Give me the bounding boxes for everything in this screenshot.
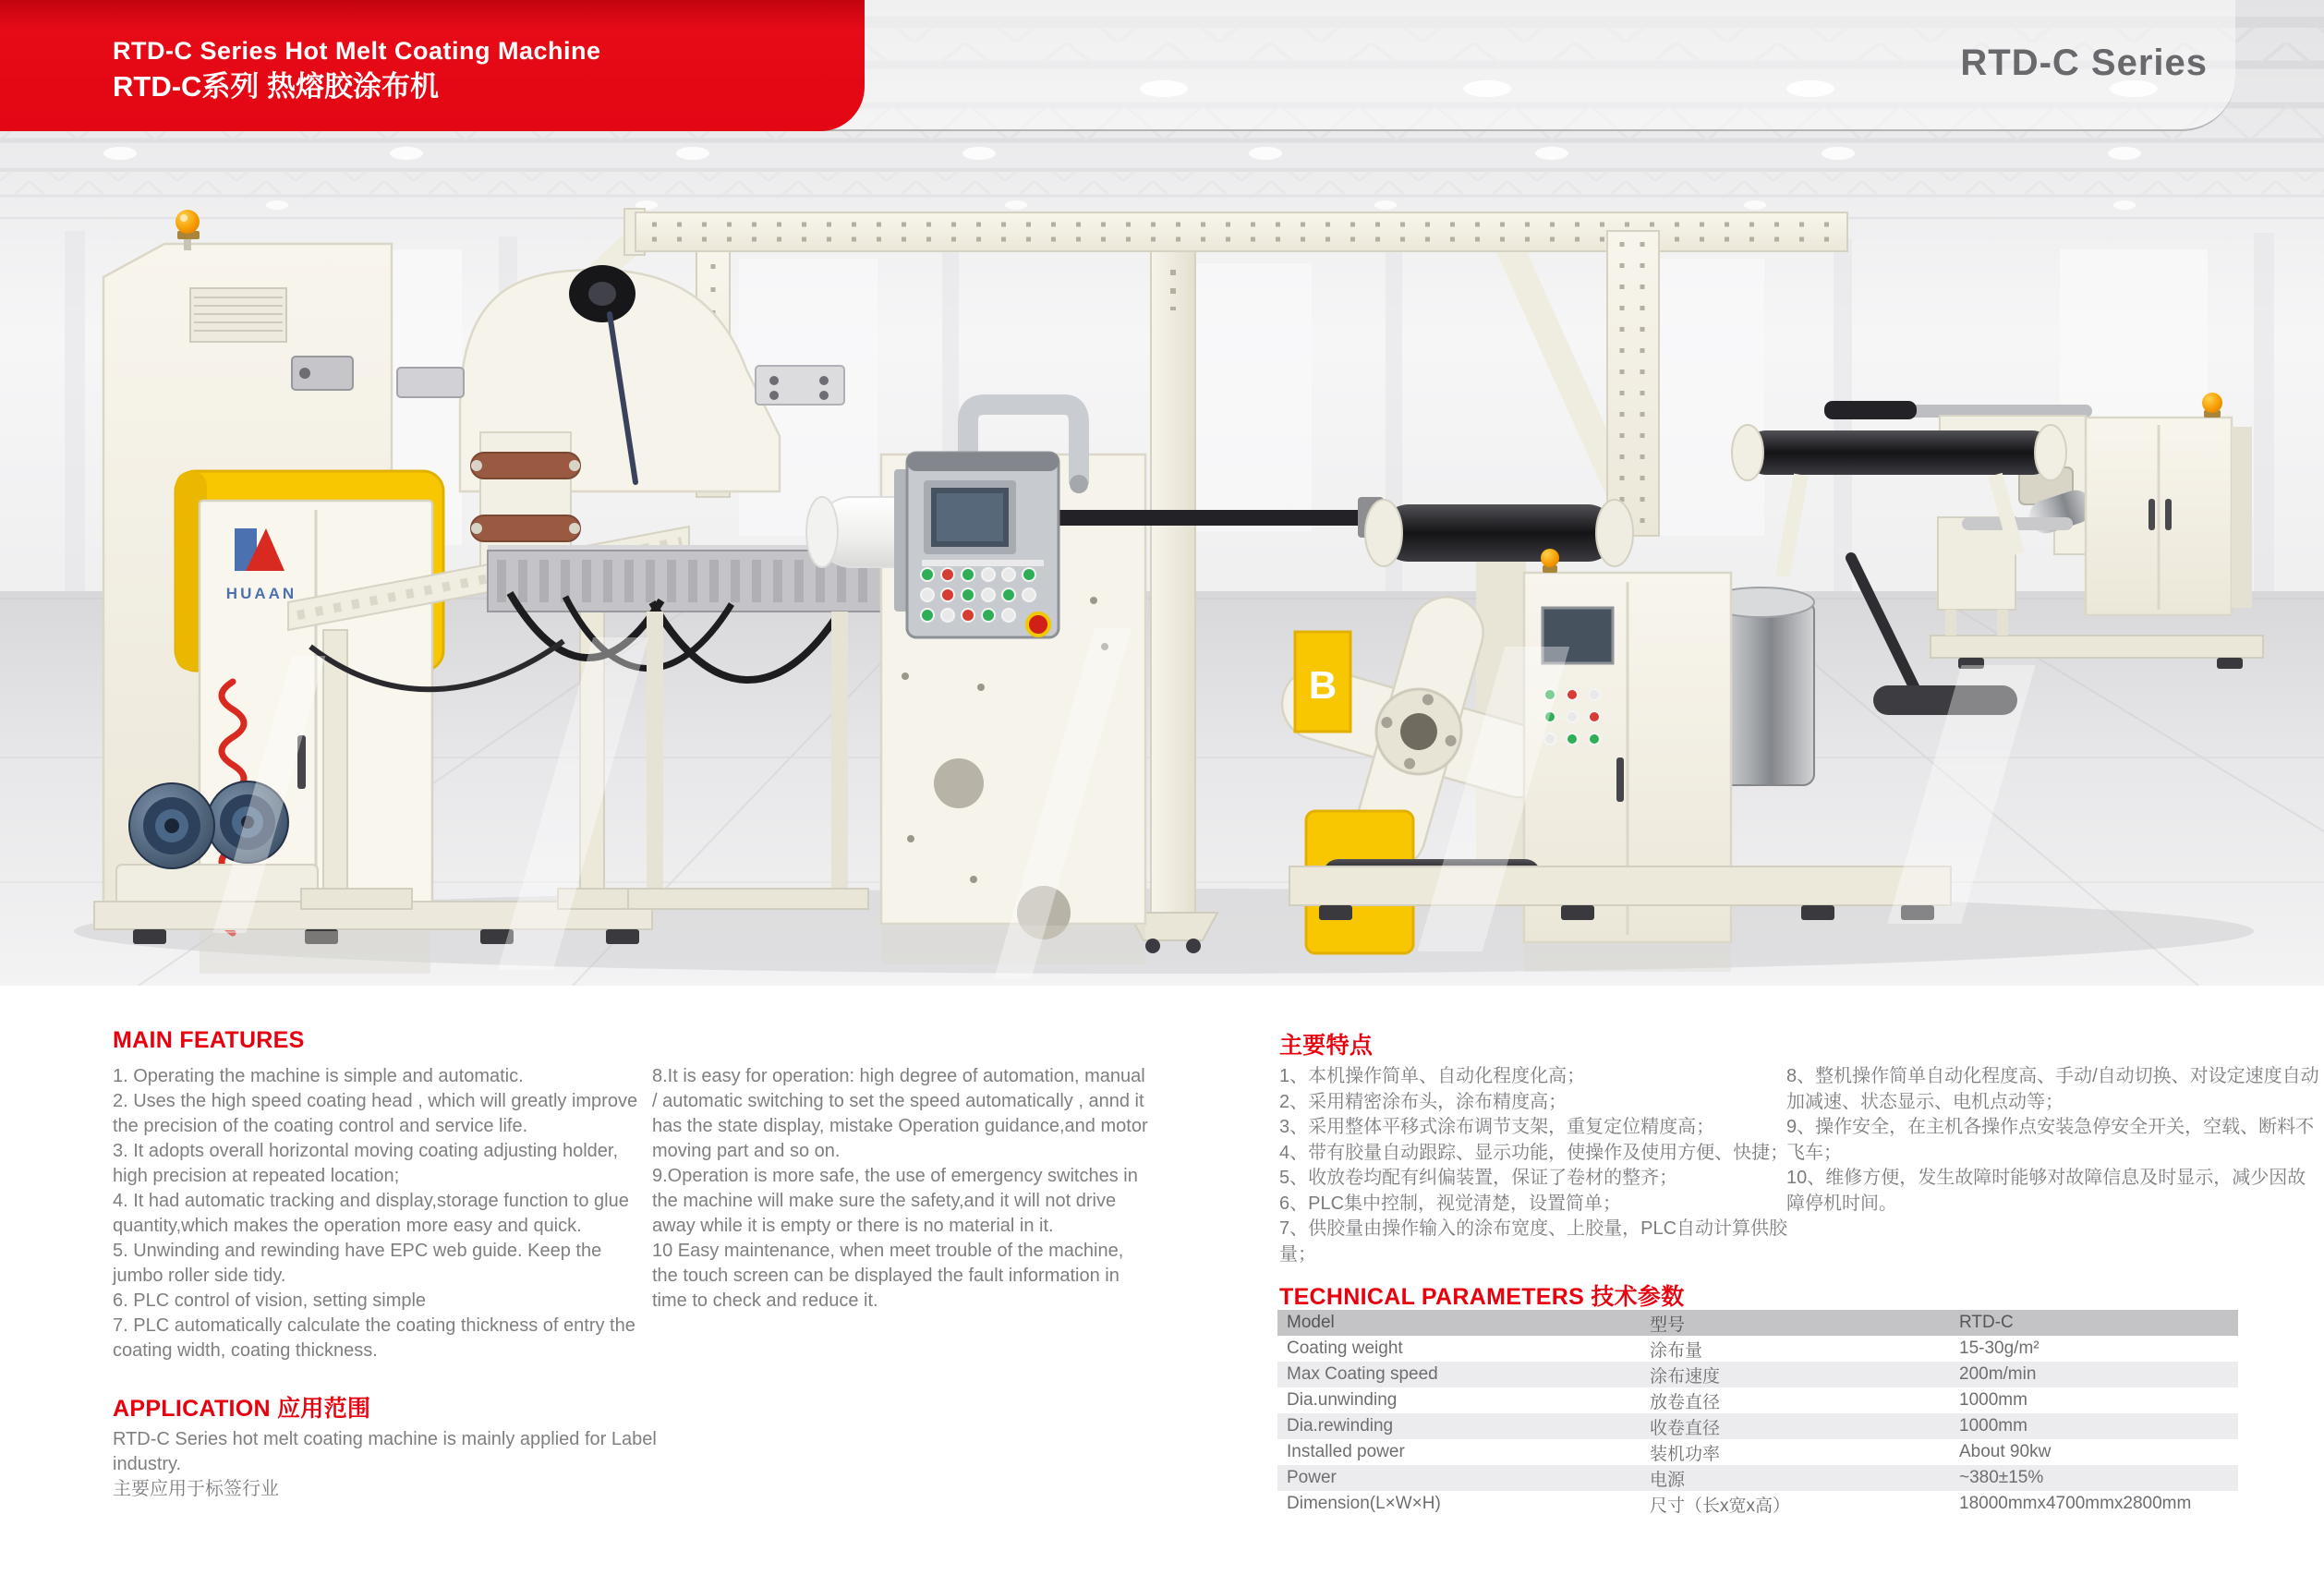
param-value: 15-30g/m² [1959,1339,2040,1358]
application-line: 主要应用于标签行业 [113,1479,279,1499]
param-name: Installed power [1287,1442,1405,1461]
param-name-cn: 尺寸（长x宽x高） [1650,1496,1791,1516]
feature-item: 7. PLC automatically calculate the coating thickness of entry the coating width, coating thickness. [113,1315,635,1361]
application-body [113,1427,667,1503]
feature-item: 5. Unwinding and rewinding have EPC web guide. Keep the jumbo roller side tidy. [113,1241,602,1286]
feature-item: 10 Easy maintenance, when meet trouble of the machine, the touch screen can be displayed the fault information in time to check and reduce it. [652,1241,1124,1311]
param-name-cn: 放卷直径 [1650,1392,1721,1412]
bridge-column [1151,251,1195,913]
main-features-title: MAIN FEATURES [113,1027,305,1053]
param-value: 1000mm [1950,1413,2238,1439]
web-roller [1744,430,2054,475]
main-features-col2 [652,1064,1151,1314]
param-name: Model [1277,1310,1640,1336]
page-title-en: RTD-C Series Hot Melt Coating Machine [113,37,601,65]
feature-item: 1、本机操作简单、自动化程度化高； [1279,1066,1586,1086]
cn-features-col1 [1279,1064,1789,1267]
tech-parameters-title: TECHNICAL PARAMETERS 技术参数 [1279,1284,1685,1310]
emergency-stop-button [1027,613,1049,636]
table-row [1277,1491,2238,1517]
tech-parameters-table [1277,1310,2238,1517]
cn-features-title: 主要特点 [1279,1033,1374,1059]
web-roller [471,515,580,541]
param-value: About 90kw [1959,1442,2052,1461]
feature-item: 6. PLC control of vision, setting simple [113,1290,427,1311]
feature-item: 9.Operation is more safe, the use of emergency switches in the machine will make sure the safety,and it will not drive away while it is empty or there is no material in it. [652,1166,1138,1236]
param-value: ~380±15% [1950,1465,2238,1491]
feature-item: 2、采用精密涂布头，涂布精度高； [1279,1091,1567,1112]
param-name-cn: 涂布速度 [1640,1362,1950,1387]
feature-item: 10、维修方便，发生故障时能够对故障信息及时显示，减少因故障停机时间。 [1786,1168,2306,1214]
feature-item: 2. Uses the high speed coating head , which will greatly improve the precision of the coating control and service life. [113,1091,638,1136]
table-row [1277,1362,2238,1387]
param-name: Power [1277,1465,1640,1491]
feature-item: 4. It had automatic tracking and display,storage function to glue quantity,which makes the operation more easy and quick. [113,1191,629,1236]
param-value: RTD-C [1950,1310,2238,1336]
application-line: RTD-C Series hot melt coating machine is mainly applied for Label industry. [113,1429,657,1474]
table-row [1277,1336,2238,1362]
param-name-cn: 收卷直径 [1640,1413,1950,1439]
feature-item: 3. It adopts overall horizontal moving coating adjusting holder, high precision at repeated location; [113,1141,619,1186]
param-value: 1000mm [1959,1390,2027,1410]
web-roller [471,453,580,479]
warning-beacon-icon [2202,393,2222,413]
param-name-cn: 电源 [1640,1465,1950,1491]
param-name: Dimension(L×W×H) [1287,1494,1441,1513]
feature-item: 8、整机操作简单自动化程度高、手动/自动切换、对设定速度自动加减速、状态显示、电机点动等； [1786,1066,2319,1112]
feature-item: 3、采用整体平移式涂布调节支架，重复定位精度高； [1279,1117,1715,1137]
huaan-logo-text: HUAAN [225,585,297,602]
main-features-col1 [113,1064,647,1363]
param-value: 18000mmx4700mmx2800mm [1959,1494,2192,1513]
param-name: Dia.unwinding [1287,1390,1398,1410]
warning-beacon-icon [176,210,200,234]
cn-features-col2 [1786,1064,2324,1217]
feature-item: 9、操作安全，在主机各操作点安装急停安全开关，空载、断料不飞车； [1786,1117,2315,1163]
table-row [1277,1413,2238,1439]
param-name-cn: 装机功率 [1650,1444,1721,1464]
param-name: Dia.rewinding [1277,1413,1640,1439]
table-row [1277,1465,2238,1491]
web-roller [1380,504,1616,562]
feature-item: 4、带有胶量自动跟踪、显示功能，使操作及使用方便、快捷； [1279,1142,1789,1163]
feature-item: 7、供胶量由操作输入的涂布宽度、上胶量，PLC自动计算供胶量； [1279,1218,1788,1265]
param-name-cn: 型号 [1640,1310,1950,1336]
param-name: Coating weight [1287,1339,1403,1358]
application-title: APPLICATION 应用范围 [113,1396,371,1422]
feature-item: 6、PLC集中控制，视觉清楚，设置简单； [1279,1193,1622,1214]
feature-item: 8.It is easy for operation: high degree of automation, manual / automatic switching to set the speed automatically , annd it has the state display, mistake Operation guidance,and motor moving part and so on. [652,1066,1148,1161]
param-name: Max Coating speed [1277,1362,1640,1387]
table-row [1277,1439,2238,1465]
param-value: 200m/min [1950,1362,2238,1387]
banner-titles [113,37,601,103]
turret-label: B [1308,663,1338,707]
table-row [1277,1387,2238,1413]
feature-item: 1. Operating the machine is simple and automatic. [113,1066,524,1086]
table-row [1277,1310,2238,1336]
feature-item: 5、收放卷均配有纠偏装置，保证了卷材的整齐； [1279,1168,1678,1188]
control-panel [894,453,1059,637]
param-name-cn: 涂布量 [1650,1340,1703,1361]
warning-beacon-icon [1541,549,1559,567]
series-label: RTD-C Series [1960,42,2208,83]
page-title-cn: RTD-C系列 热熔胶涂布机 [113,70,440,103]
